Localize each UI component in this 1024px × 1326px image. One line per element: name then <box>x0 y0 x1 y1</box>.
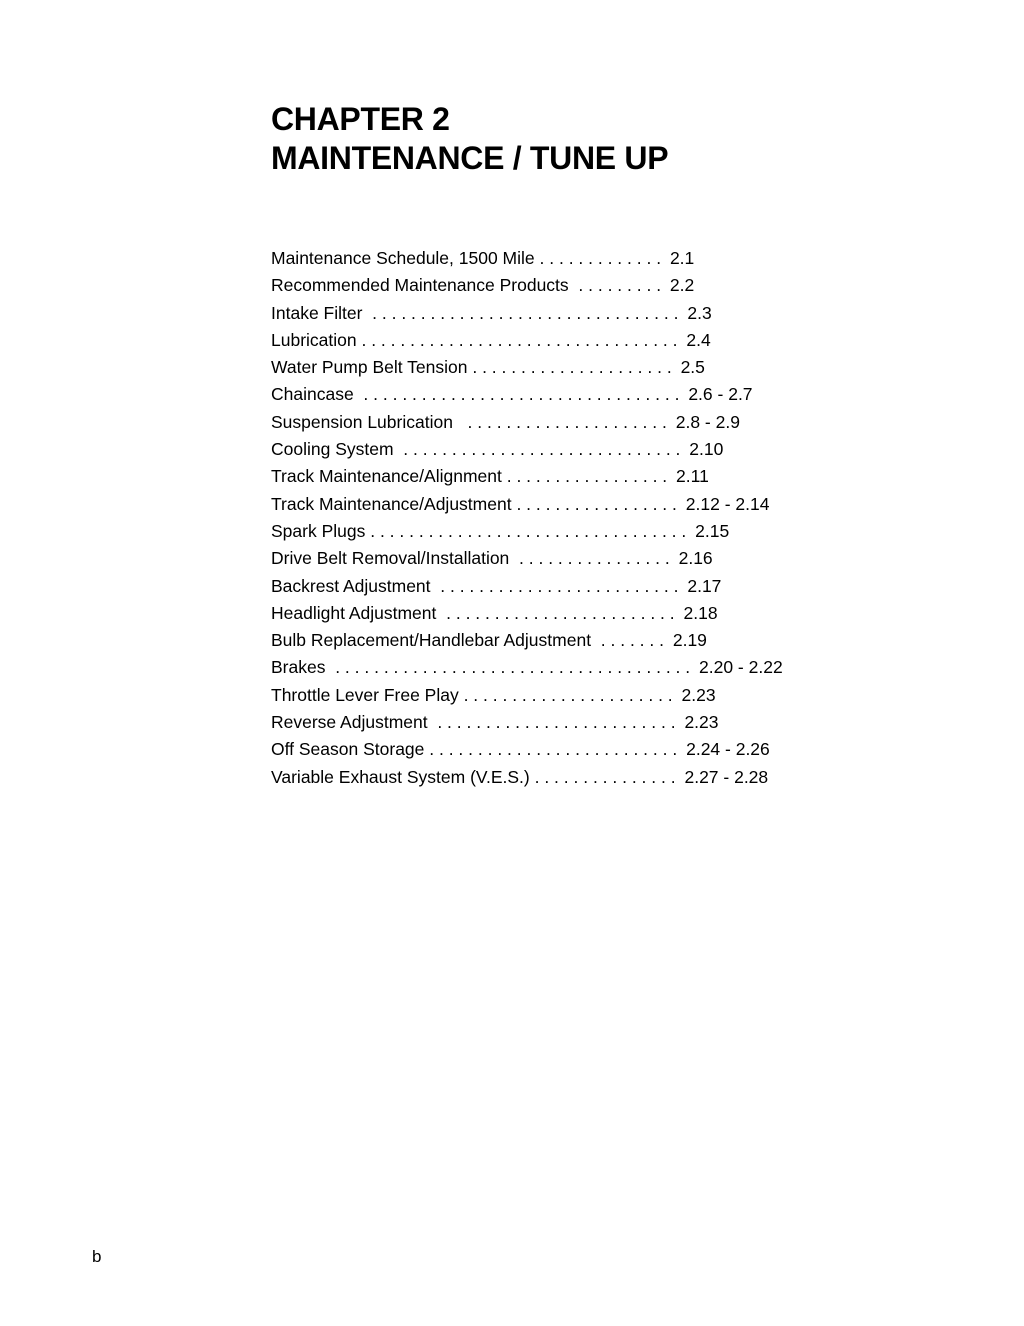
toc-entry <box>271 600 791 627</box>
toc-leader-dots: . . . . . . . . . . . . . . . . . . . . . . . . . . . . . . . . . <box>365 520 692 541</box>
toc-leader-dots: . . . . . . . . . . . . . . . . . . . . . . . . <box>436 602 680 623</box>
toc-leader-dots: . . . . . . . . . . . . . . . . . . . . . . . . . . . . . . . . <box>362 302 684 323</box>
toc-leader-dots: . . . . . . . . . . . . . . . . . <box>511 493 682 514</box>
toc-entry <box>271 491 791 518</box>
toc-entry-page: 2.11 <box>676 466 709 487</box>
page-footer-letter: b <box>92 1247 102 1266</box>
toc-leader-dots: . . . . . . . . . . . . . . . . . . . . . . . . . . . . . . . . . <box>353 384 685 405</box>
toc-leader-dots: . . . . . . . . . . . . . . . . . . . . . . . . . <box>430 575 684 596</box>
toc-entry-page: 2.4 <box>686 329 711 350</box>
toc-entry-title: Chaincase <box>271 384 354 405</box>
toc-entry-title: Backrest Adjustment <box>271 575 431 596</box>
chapter-heading <box>271 100 668 178</box>
toc-entry-page: 2.23 <box>684 712 719 733</box>
toc-leader-dots: . . . . . . . . . . . . . . . . . . . . . <box>452 411 672 432</box>
toc-entry-title: Track Maintenance/Adjustment <box>271 493 512 514</box>
toc-entry-page: 2.17 <box>687 575 722 596</box>
toc-entry-title: Recommended Maintenance Products <box>271 275 569 296</box>
toc-entry-title: Track Maintenance/Alignment <box>271 466 502 487</box>
toc-leader-dots: . . . . . . . . . <box>568 275 666 296</box>
toc-entry-page: 2.6 - 2.7 <box>688 384 753 405</box>
toc-entry-page: 2.27 - 2.28 <box>684 766 769 787</box>
toc-entry <box>271 573 791 600</box>
toc-entry-page: 2.20 - 2.22 <box>699 657 783 678</box>
toc-entry <box>271 709 791 736</box>
toc-entry <box>271 300 791 327</box>
toc-leader-dots: . . . . . . . . . . . . . . . . . . . . . . . . . . <box>424 739 683 760</box>
chapter-number: CHAPTER 2 <box>271 101 450 137</box>
toc-entry-page: 2.23 <box>681 684 716 705</box>
toc-entry-page: 2.15 <box>695 520 730 541</box>
toc-entry-page: 2.12 - 2.14 <box>685 493 770 514</box>
toc-entry-page: 2.3 <box>687 302 712 323</box>
toc-entry-page: 2.5 <box>680 357 705 378</box>
toc-entry-title: Variable Exhaust System (V.E.S.) <box>271 766 530 787</box>
toc-entry <box>271 654 791 681</box>
toc-entry-title: Suspension Lubrication <box>271 411 453 432</box>
toc-entry-title: Intake Filter <box>271 302 363 323</box>
toc-entry <box>271 627 791 654</box>
chapter-title: MAINTENANCE / TUNE UP <box>271 140 669 176</box>
toc-entry <box>271 381 791 408</box>
toc-leader-dots: . . . . . . . . . . . . . . . <box>529 766 681 787</box>
toc-leader-dots: . . . . . . . . . . . . . . . . <box>509 548 675 569</box>
toc-leader-dots: . . . . . . . . . . . . . . . . . . . . . . . . . <box>427 712 681 733</box>
toc-entry-title: Throttle Lever Free Play <box>271 684 459 705</box>
toc-entry-title: Off Season Storage <box>271 739 425 760</box>
toc-entry-page: 2.10 <box>689 439 724 460</box>
toc-entry <box>271 272 791 299</box>
toc-entry <box>271 409 791 436</box>
toc-leader-dots: . . . . . . . . . . . . . <box>534 248 666 268</box>
toc-entry <box>271 354 791 381</box>
toc-entry-title: Drive Belt Removal/Installation <box>271 548 510 569</box>
toc-entry <box>271 545 791 572</box>
toc-entry <box>271 736 791 763</box>
toc-leader-dots: . . . . . . . . . . . . . . . . . . . . . . <box>458 684 678 705</box>
toc-entry-title: Lubrication <box>271 329 357 350</box>
toc-entry-page: 2.2 <box>669 275 695 296</box>
toc-entry-page: 2.24 - 2.26 <box>686 739 770 760</box>
toc-entry-title: Cooling System <box>271 439 394 460</box>
toc-entry-title: Bulb Replacement/Handlebar Adjustment <box>271 630 592 651</box>
toc-entry-title: Spark Plugs <box>271 520 366 541</box>
toc-entry <box>271 518 791 545</box>
toc-leader-dots: . . . . . . . <box>591 630 669 651</box>
toc-entry-title: Reverse Adjustment <box>271 712 428 733</box>
toc-entry-title: Water Pump Belt Tension <box>271 357 468 378</box>
toc-entry <box>271 764 791 791</box>
toc-entry <box>271 436 791 463</box>
toc-leader-dots: . . . . . . . . . . . . . . . . . <box>501 466 673 487</box>
toc-leader-dots: . . . . . . . . . . . . . . . . . . . . . . . . . . . . . <box>393 439 686 460</box>
toc-leader-dots: . . . . . . . . . . . . . . . . . . . . . <box>467 357 677 378</box>
toc-entry-page: 2.16 <box>678 548 713 569</box>
toc-entry <box>271 463 791 490</box>
toc-entry-page: 2.1 <box>669 248 695 268</box>
toc-entry-page: 2.18 <box>683 602 718 623</box>
toc-entry-title: Maintenance Schedule, 1500 Mile <box>271 248 535 268</box>
toc-entry-title: Brakes <box>271 657 326 678</box>
toc-leader-dots: . . . . . . . . . . . . . . . . . . . . . . . . . . . . . . . . . <box>356 329 683 350</box>
toc-entry-page: 2.19 <box>672 630 707 651</box>
toc-leader-dots: . . . . . . . . . . . . . . . . . . . . . . . . . . . . . . . . . . . . . <box>325 657 695 678</box>
table-of-contents <box>271 245 791 791</box>
toc-entry <box>271 327 791 354</box>
toc-entry <box>271 245 791 272</box>
toc-entry-title: Headlight Adjustment <box>271 602 437 623</box>
toc-entry-page: 2.8 - 2.9 <box>675 411 740 432</box>
toc-entry <box>271 682 791 709</box>
